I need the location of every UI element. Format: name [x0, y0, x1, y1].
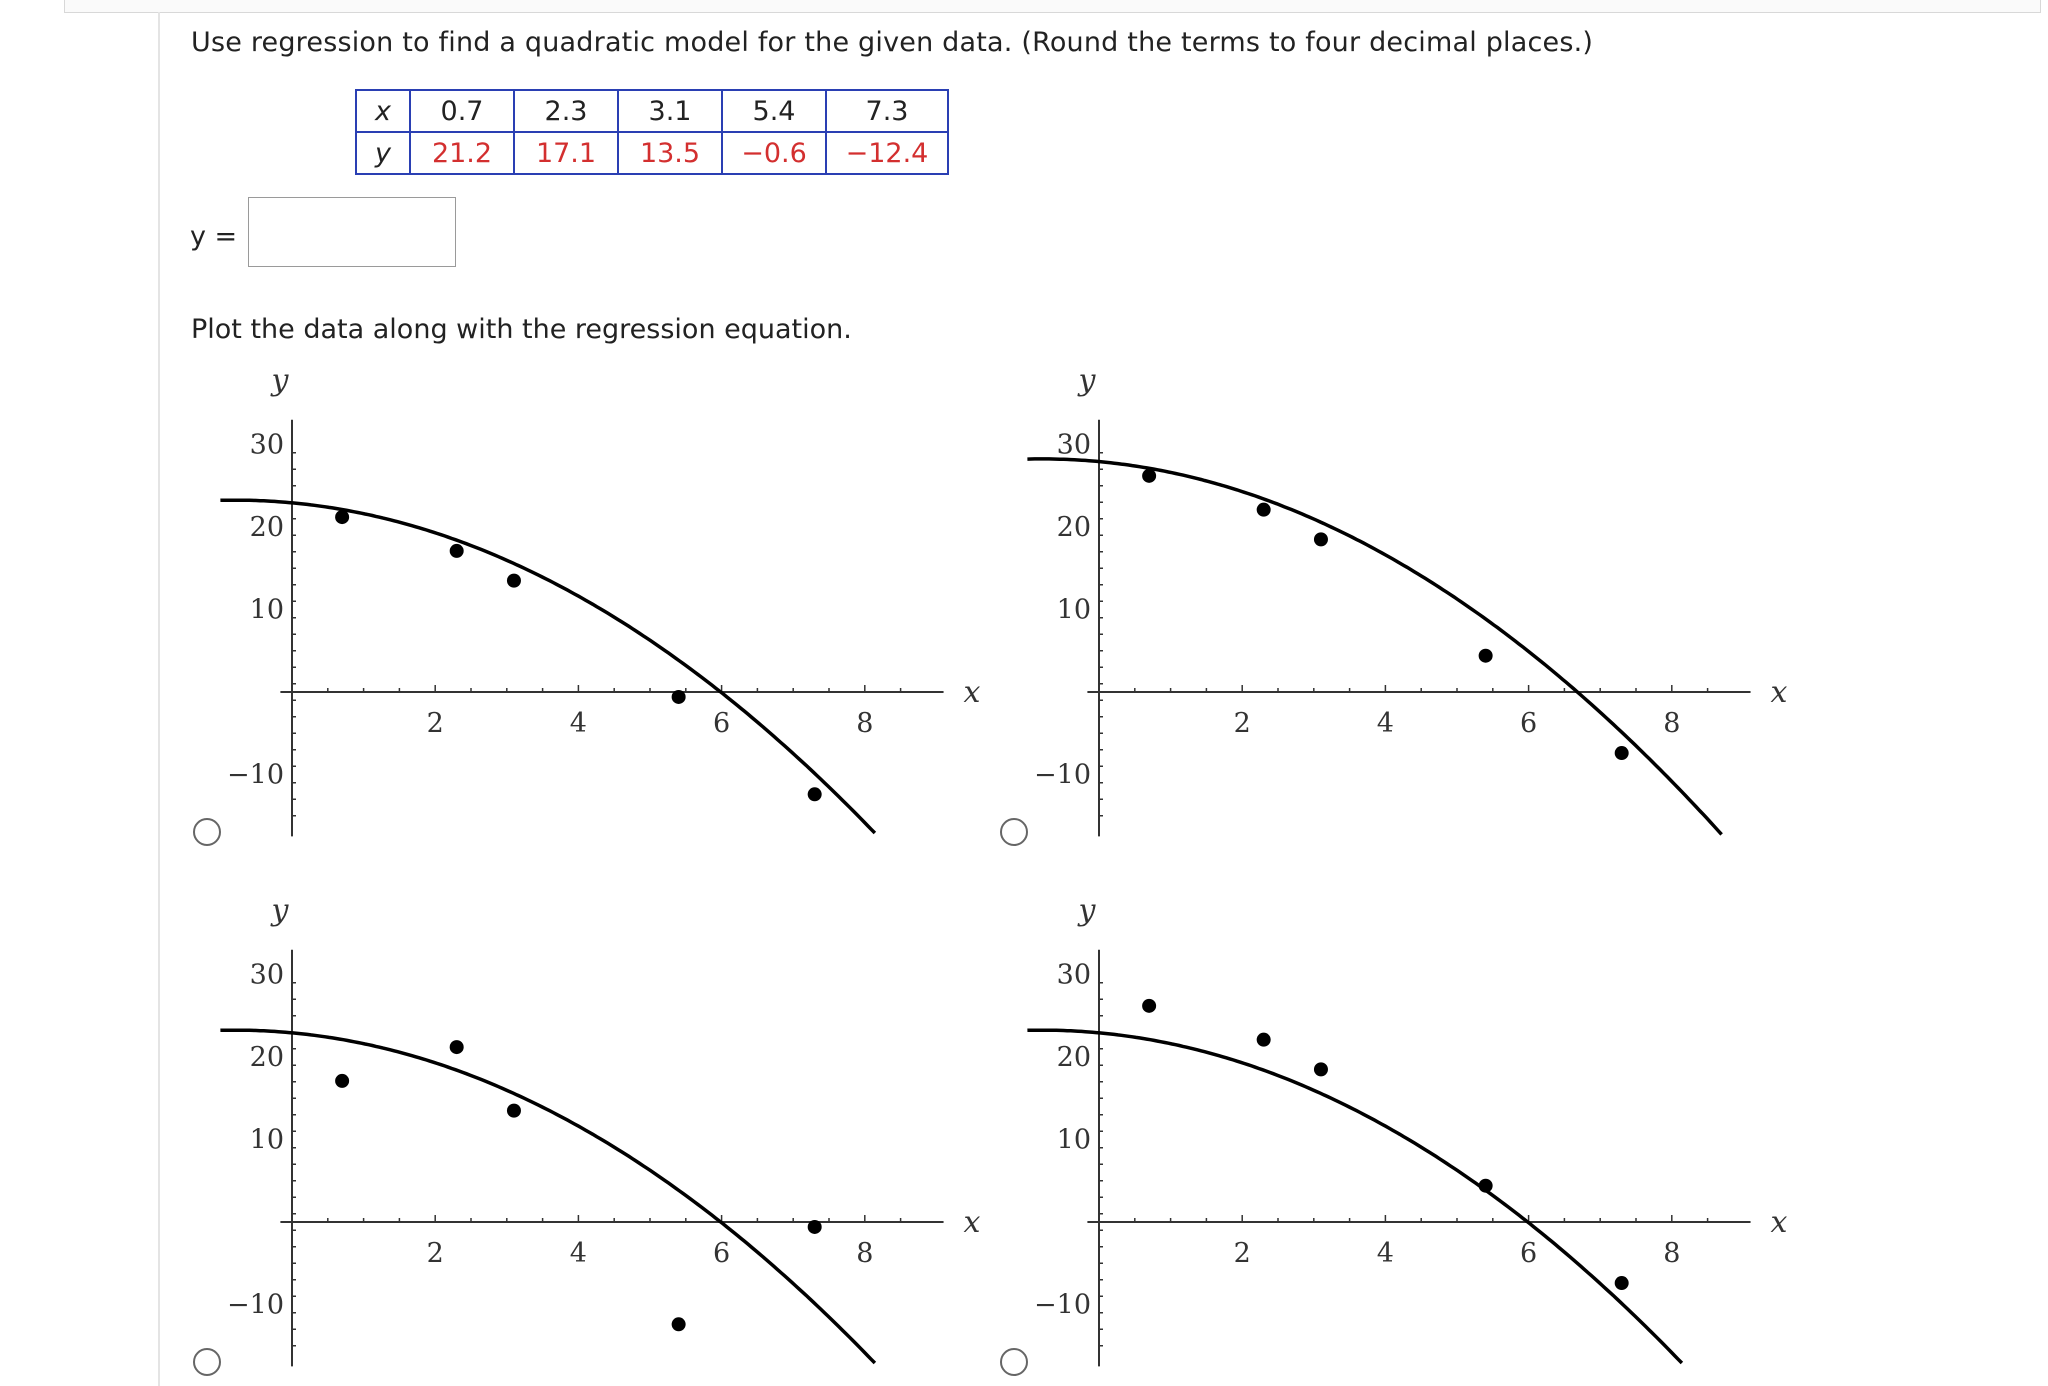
table-header-x: x [356, 90, 410, 132]
y-tick-label: 30 [249, 429, 284, 461]
data-point [1615, 746, 1629, 760]
x-axis-label: x [1770, 675, 1788, 710]
graph-option-bottom-left [196, 892, 996, 1375]
x-tick-label: 4 [569, 708, 587, 739]
data-point [808, 1220, 822, 1234]
graph-option-bottom-right [1003, 892, 1803, 1375]
data-point [1479, 649, 1493, 663]
answer-input[interactable] [248, 197, 456, 267]
x-tick-label: 4 [1376, 708, 1394, 739]
radio-option-top-left[interactable] [193, 818, 221, 846]
data-point [1479, 1179, 1493, 1193]
data-point [808, 787, 822, 801]
y-tick-label: 20 [249, 1042, 284, 1073]
y-tick-label: 10 [249, 594, 284, 626]
x-tick-label: 6 [713, 708, 731, 739]
data-point [1257, 503, 1271, 517]
y-tick-label: 20 [1056, 1042, 1091, 1073]
x-tick-label: 8 [1663, 708, 1681, 739]
radio-option-bottom-left[interactable] [193, 1348, 221, 1376]
data-point [450, 1040, 464, 1054]
x-tick-label: 4 [569, 1238, 587, 1269]
page-frame-top [64, 0, 2041, 13]
x-tick-label: 8 [856, 708, 874, 739]
x-tick-label: 6 [1520, 1238, 1538, 1269]
table-header-y: y [356, 132, 410, 174]
data-point [335, 1074, 349, 1088]
table-cell-x: 5.4 [722, 90, 826, 132]
data-point [1142, 469, 1156, 483]
y-axis-label: y [1078, 892, 1096, 928]
y-tick-label: 30 [249, 959, 284, 991]
data-point [672, 1317, 686, 1331]
data-point [1142, 999, 1156, 1013]
x-axis-label: x [963, 675, 981, 710]
question-text: Use regression to find a quadratic model for the given data. (Round the terms to four decimal places.) [191, 27, 1594, 58]
y-tick-label: 10 [1056, 1124, 1091, 1156]
regression-curve [220, 1030, 875, 1363]
y-tick-label: −10 [227, 1289, 284, 1321]
y-axis-label: y [271, 892, 289, 928]
y-tick-label: 20 [249, 512, 284, 543]
table-cell-x: 0.7 [410, 90, 514, 132]
x-tick-label: 6 [1520, 708, 1538, 739]
data-table [355, 89, 949, 175]
y-tick-label: 30 [1056, 959, 1091, 991]
x-tick-label: 8 [1663, 1238, 1681, 1269]
x-tick-label: 2 [426, 1238, 444, 1269]
y-tick-label: −10 [1034, 759, 1091, 791]
data-point [1615, 1276, 1629, 1290]
data-point [450, 544, 464, 558]
x-tick-label: 4 [1376, 1238, 1394, 1269]
data-point [1257, 1033, 1271, 1047]
radio-option-bottom-right[interactable] [1000, 1348, 1028, 1376]
data-point [335, 510, 349, 524]
x-axis-label: x [963, 1205, 981, 1240]
regression-curve [1027, 459, 1721, 835]
data-point [672, 690, 686, 704]
y-axis-label: y [1078, 362, 1096, 398]
x-tick-label: 2 [1233, 1238, 1251, 1269]
data-point [1314, 1062, 1328, 1076]
table-cell-y: 21.2 [410, 132, 514, 174]
data-point [507, 1104, 521, 1118]
table-row-x [356, 90, 948, 132]
regression-curve [1027, 1030, 1682, 1363]
x-axis-label: x [1770, 1205, 1788, 1240]
table-cell-x: 2.3 [514, 90, 618, 132]
graph-option-top-left [196, 362, 996, 845]
x-tick-label: 8 [856, 1238, 874, 1269]
page-frame-left [158, 12, 160, 1386]
y-tick-label: 20 [1056, 512, 1091, 543]
y-axis-label: y [271, 362, 289, 398]
y-tick-label: 10 [1056, 594, 1091, 626]
y-tick-label: −10 [1034, 1289, 1091, 1321]
regression-curve [220, 500, 875, 833]
table-cell-x: 7.3 [826, 90, 948, 132]
data-point [1314, 532, 1328, 546]
y-tick-label: 10 [249, 1124, 284, 1156]
y-tick-label: 30 [1056, 429, 1091, 461]
radio-option-top-right[interactable] [1000, 818, 1028, 846]
y-tick-label: −10 [227, 759, 284, 791]
x-tick-label: 6 [713, 1238, 731, 1269]
table-cell-y: 17.1 [514, 132, 618, 174]
x-tick-label: 2 [1233, 708, 1251, 739]
answer-label: y = [190, 221, 238, 252]
table-cell-y: 13.5 [618, 132, 722, 174]
table-cell-y: −12.4 [826, 132, 948, 174]
table-row-y [356, 132, 948, 174]
x-tick-label: 2 [426, 708, 444, 739]
table-cell-y: −0.6 [722, 132, 826, 174]
plot-prompt: Plot the data along with the regression equation. [191, 314, 852, 345]
table-cell-x: 3.1 [618, 90, 722, 132]
data-point [507, 574, 521, 588]
graph-option-top-right [1003, 362, 1803, 845]
